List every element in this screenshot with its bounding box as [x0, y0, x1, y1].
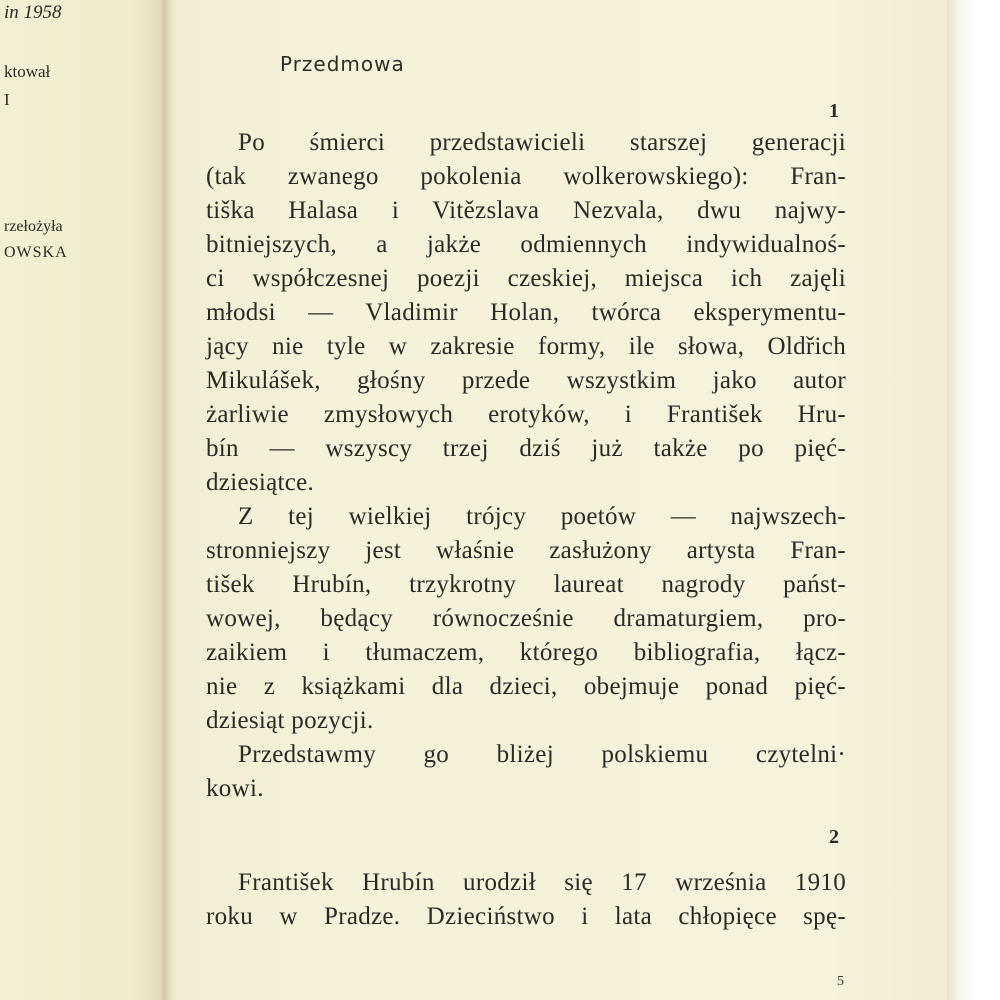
text-line: Z tej wielkiej trójcy poetów — najwszech- [238, 503, 846, 530]
text-line: nie z książkami dla dzieci, obejmuje ponad pięć- [206, 673, 846, 700]
left-page-line: ktował [4, 62, 51, 81]
text-line: Przedstawmy go bliżej polskiemu czytelni· [238, 741, 846, 768]
text-line: tiška Halasa i Vitězslava Nezvala, dwu najwy- [206, 197, 846, 224]
text-line: bitniejszych, a jakże odmiennych indywidualnoś- [206, 231, 846, 258]
text-line: Mikulášek, głośny przede wszystkim jako autor [206, 367, 846, 394]
text-line: stronniejszy jest właśnie zasłużony artysta Fran- [206, 537, 846, 564]
left-page-line: rzełożyła [4, 218, 63, 235]
section-number: 2 [829, 826, 839, 848]
text-line: zaikiem i tłumaczem, którego bibliografia, łącz- [206, 639, 846, 666]
page-number: 5 [837, 974, 844, 989]
left-page-line: in 1958 [4, 2, 62, 23]
text-line: dziesiątce. [206, 469, 315, 496]
text-line: (tak zwanego pokolenia wolkerowskiego): Fran- [206, 163, 846, 190]
left-page-line: OWSKA [4, 244, 68, 261]
section-number: 1 [829, 100, 839, 122]
text-line: bín — wszyscy trzej dziś już także po pięć- [206, 435, 846, 462]
text-line: młodsi — Vladimir Holan, twórca eksperymentu- [206, 299, 846, 326]
text-line: ci współczesnej poezji czeskiej, miejsca ich zajęli [206, 265, 846, 292]
text-line: żarliwie zmysłowych erotyków, i František Hru- [206, 401, 846, 428]
text-line: kowi. [206, 775, 264, 802]
text-line: dziesiąt pozycji. [206, 707, 374, 734]
page-edge [947, 0, 1000, 1000]
text-line: František Hrubín urodził się 17 września 1910 [238, 869, 846, 896]
left-page-line: I [4, 90, 10, 109]
text-line: jący nie tyle w zakresie formy, ile słowa, Oldřich [206, 333, 846, 360]
text-line: Po śmierci przedstawicieli starszej generacji [238, 129, 846, 156]
text-line: roku w Pradze. Dzieciństwo i lata chłopięce spę- [206, 903, 846, 930]
text-line: tišek Hrubín, trzykrotny laureat nagrody państ- [206, 571, 846, 598]
page-heading: Przedmowa [280, 52, 405, 76]
left-page [0, 0, 166, 1000]
text-line: wowej, będący równocześnie dramaturgiem, pro- [206, 605, 846, 632]
